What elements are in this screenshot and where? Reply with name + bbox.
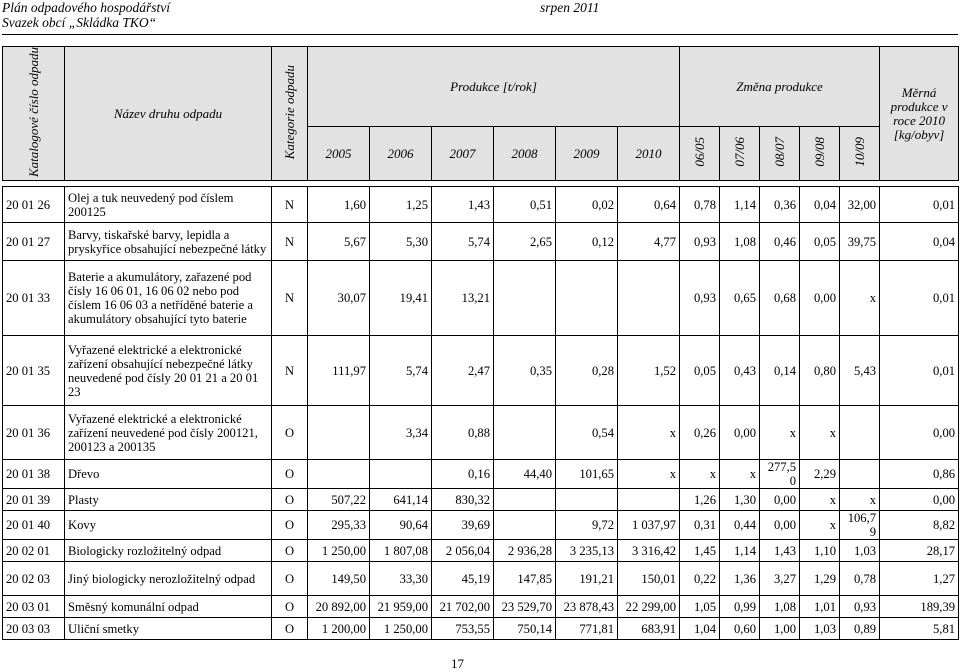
production-cell: 33,30	[370, 562, 432, 596]
production-cell	[556, 489, 618, 511]
category-cell: O	[272, 618, 308, 640]
production-cell: 0,54	[556, 406, 618, 460]
change-cell: x	[720, 460, 760, 489]
change-cell: 5,43	[840, 336, 880, 406]
table-row	[3, 261, 959, 336]
production-cell: 1 037,97	[618, 511, 680, 540]
document-date: srpen 2011	[540, 0, 600, 15]
production-cell: 21 702,00	[432, 596, 494, 618]
page-number: 17	[451, 656, 464, 671]
specific-production-cell: 0,00	[880, 406, 959, 460]
category-cell: O	[272, 460, 308, 489]
waste-name-cell: Vyřazené elektrické a elektronické zařízení obsahující nebezpečné látky neuvedené pod čísly 20 01 21 a 20 01 23	[65, 336, 272, 406]
production-cell: 830,32	[432, 489, 494, 511]
production-cell: 0,16	[432, 460, 494, 489]
change-cell: 0,60	[720, 618, 760, 640]
production-cell: 147,85	[494, 562, 556, 596]
category-cell: N	[272, 336, 308, 406]
production-cell: 1,60	[308, 187, 370, 223]
col-header-period: 10/09	[840, 127, 880, 181]
production-cell	[494, 489, 556, 511]
col-header-year: 2008	[494, 127, 556, 181]
production-cell	[618, 489, 680, 511]
change-cell: x	[840, 489, 880, 511]
specific-production-cell: 0,04	[880, 223, 959, 261]
change-cell: 0,78	[840, 562, 880, 596]
header-rule	[2, 34, 958, 35]
production-cell: 2,65	[494, 223, 556, 261]
production-cell: 683,91	[618, 618, 680, 640]
col-header-year: 2010	[618, 127, 680, 181]
change-cell: 1,14	[720, 187, 760, 223]
change-cell: 106,7 9	[840, 511, 880, 540]
specific-production-cell: 0,86	[880, 460, 959, 489]
col-header-year: 2006	[370, 127, 432, 181]
table-row	[3, 562, 959, 596]
plan-title: Plán odpadového hospodářství	[2, 0, 170, 15]
production-cell: 771,81	[556, 618, 618, 640]
change-cell: 1,14	[720, 540, 760, 562]
production-cell: 13,21	[432, 261, 494, 336]
waste-code-cell: 20 01 40	[3, 511, 65, 540]
waste-name-cell: Baterie a akumulátory, zařazené pod čísly 16 06 01, 16 06 02 nebo pod číslem 16 06 03 a netříděné baterie a akumulátory obsahující tyto baterie	[65, 261, 272, 336]
change-cell: x	[800, 511, 840, 540]
change-cell: 0,78	[680, 187, 720, 223]
change-cell: 39,75	[840, 223, 880, 261]
specific-production-cell: 1,27	[880, 562, 959, 596]
waste-code-cell: 20 01 33	[3, 261, 65, 336]
change-cell: x	[840, 261, 880, 336]
col-header-specific: Měrná produkce v roce 2010 [kg/obyv]	[880, 47, 959, 181]
production-cell: 0,51	[494, 187, 556, 223]
production-cell: 5,74	[432, 223, 494, 261]
production-cell: 750,14	[494, 618, 556, 640]
table-row	[3, 406, 959, 460]
production-cell: 39,69	[432, 511, 494, 540]
production-cell: 3,34	[370, 406, 432, 460]
change-cell: 0,44	[720, 511, 760, 540]
change-cell: 0,46	[760, 223, 800, 261]
change-cell: 0,99	[720, 596, 760, 618]
table-row	[3, 511, 959, 540]
waste-name-cell: Dřevo	[65, 460, 272, 489]
col-header-period: 07/06	[720, 127, 760, 181]
specific-production-cell: 0,01	[880, 261, 959, 336]
production-cell: 0,12	[556, 223, 618, 261]
document-header	[2, 0, 170, 30]
category-cell: O	[272, 489, 308, 511]
production-cell: 1 200,00	[308, 618, 370, 640]
change-cell: 1,36	[720, 562, 760, 596]
production-cell: 20 892,00	[308, 596, 370, 618]
production-cell: 1,52	[618, 336, 680, 406]
waste-code-cell: 20 01 26	[3, 187, 65, 223]
change-cell	[840, 406, 880, 460]
change-cell: x	[760, 406, 800, 460]
production-cell: 5,67	[308, 223, 370, 261]
production-cell: 44,40	[494, 460, 556, 489]
production-cell: 1,43	[432, 187, 494, 223]
table-row	[3, 596, 959, 618]
production-cell: 45,19	[432, 562, 494, 596]
waste-code-cell: 20 03 03	[3, 618, 65, 640]
change-cell: 1,01	[800, 596, 840, 618]
change-cell: 0,00	[720, 406, 760, 460]
col-header-period: 09/08	[800, 127, 840, 181]
change-cell: 1,03	[840, 540, 880, 562]
col-header-year: 2007	[432, 127, 494, 181]
production-cell: 23 529,70	[494, 596, 556, 618]
change-cell: 1,08	[760, 596, 800, 618]
production-cell: 295,33	[308, 511, 370, 540]
production-cell: 2,47	[432, 336, 494, 406]
production-cell: 191,21	[556, 562, 618, 596]
production-cell: 90,64	[370, 511, 432, 540]
table-row	[3, 618, 959, 640]
change-cell: 1,05	[680, 596, 720, 618]
change-cell: 0,05	[680, 336, 720, 406]
category-cell: O	[272, 596, 308, 618]
change-cell: 1,08	[720, 223, 760, 261]
production-cell: 0,02	[556, 187, 618, 223]
specific-production-cell: 0,00	[880, 489, 959, 511]
specific-production-cell: 8,82	[880, 511, 959, 540]
table-row	[3, 187, 959, 223]
production-cell	[494, 511, 556, 540]
change-cell: 1,04	[680, 618, 720, 640]
table-row	[3, 460, 959, 489]
production-cell: 23 878,43	[556, 596, 618, 618]
production-cell	[308, 406, 370, 460]
col-header-name: Název druhu odpadu	[65, 47, 272, 181]
production-cell: 507,22	[308, 489, 370, 511]
change-cell: 0,31	[680, 511, 720, 540]
production-cell	[370, 460, 432, 489]
production-cell	[618, 261, 680, 336]
waste-name-cell: Kovy	[65, 511, 272, 540]
waste-name-cell: Jiný biologicky nerozložitelný odpad	[65, 562, 272, 596]
production-cell: 5,74	[370, 336, 432, 406]
production-cell: 1 250,00	[370, 618, 432, 640]
specific-production-cell: 28,17	[880, 540, 959, 562]
production-cell: 21 959,00	[370, 596, 432, 618]
waste-code-cell: 20 02 03	[3, 562, 65, 596]
change-cell: 0,65	[720, 261, 760, 336]
col-header-period: 08/07	[760, 127, 800, 181]
table-row	[3, 540, 959, 562]
production-cell: 753,55	[432, 618, 494, 640]
change-cell: x	[680, 460, 720, 489]
production-cell: 3 235,13	[556, 540, 618, 562]
change-cell: 0,68	[760, 261, 800, 336]
col-header-period: 06/05	[680, 127, 720, 181]
waste-name-cell: Barvy, tiskařské barvy, lepidla a pryskyřice obsahující nebezpečné látky	[65, 223, 272, 261]
category-cell: O	[272, 406, 308, 460]
production-cell: 22 299,00	[618, 596, 680, 618]
specific-production-cell: 5,81	[880, 618, 959, 640]
production-cell: 3 316,42	[618, 540, 680, 562]
association-name: Svazek obcí „Skládka TKO“	[2, 15, 157, 30]
production-cell: 149,50	[308, 562, 370, 596]
waste-name-cell: Vyřazené elektrické a elektronické zařízení neuvedené pod čísly 200121, 200123 a 200135	[65, 406, 272, 460]
production-cell: 641,14	[370, 489, 432, 511]
change-cell: 1,30	[720, 489, 760, 511]
col-header-category: Kategorie odpadu	[272, 47, 308, 181]
change-cell: 0,89	[840, 618, 880, 640]
production-cell: 1,25	[370, 187, 432, 223]
category-cell: O	[272, 540, 308, 562]
production-cell: x	[618, 406, 680, 460]
change-cell: 0,05	[800, 223, 840, 261]
change-cell: 0,00	[760, 511, 800, 540]
production-cell: 2 936,28	[494, 540, 556, 562]
change-cell: 0,14	[760, 336, 800, 406]
production-cell: 0,88	[432, 406, 494, 460]
change-cell	[840, 460, 880, 489]
col-header-change: Změna produkce	[680, 47, 880, 127]
waste-code-cell: 20 01 27	[3, 223, 65, 261]
production-cell	[308, 460, 370, 489]
category-cell: O	[272, 511, 308, 540]
production-cell: 0,64	[618, 187, 680, 223]
table-row	[3, 223, 959, 261]
production-cell: 9,72	[556, 511, 618, 540]
waste-code-cell: 20 01 38	[3, 460, 65, 489]
col-header-year: 2009	[556, 127, 618, 181]
waste-name-cell: Olej a tuk neuvedený pod číslem 200125	[65, 187, 272, 223]
production-cell: 2 056,04	[432, 540, 494, 562]
production-cell: x	[618, 460, 680, 489]
table-row	[3, 489, 959, 511]
col-header-catalog: Katalogové číslo odpadu	[3, 47, 65, 181]
waste-code-cell: 20 01 39	[3, 489, 65, 511]
specific-production-cell: 189,39	[880, 596, 959, 618]
production-cell	[494, 406, 556, 460]
production-cell: 1 250,00	[308, 540, 370, 562]
waste-code-cell: 20 01 36	[3, 406, 65, 460]
change-cell: 2,29	[800, 460, 840, 489]
production-cell: 0,35	[494, 336, 556, 406]
change-cell: 1,43	[760, 540, 800, 562]
specific-production-cell: 0,01	[880, 336, 959, 406]
production-cell: 30,07	[308, 261, 370, 336]
category-cell: O	[272, 562, 308, 596]
change-cell: 0,93	[680, 261, 720, 336]
waste-code-cell: 20 01 35	[3, 336, 65, 406]
production-cell: 0,28	[556, 336, 618, 406]
col-header-production: Produkce [t/rok]	[308, 47, 680, 127]
production-cell: 1 807,08	[370, 540, 432, 562]
change-cell: 0,93	[680, 223, 720, 261]
specific-production-cell: 0,01	[880, 187, 959, 223]
change-cell: 1,26	[680, 489, 720, 511]
change-cell: 1,29	[800, 562, 840, 596]
change-cell: 0,22	[680, 562, 720, 596]
waste-production-table	[2, 46, 959, 640]
change-cell: 3,27	[760, 562, 800, 596]
change-cell: 0,80	[800, 336, 840, 406]
change-cell: 1,00	[760, 618, 800, 640]
change-cell: x	[800, 489, 840, 511]
production-cell: 4,77	[618, 223, 680, 261]
waste-code-cell: 20 02 01	[3, 540, 65, 562]
change-cell: 0,43	[720, 336, 760, 406]
change-cell: 277,5 0	[760, 460, 800, 489]
production-cell: 5,30	[370, 223, 432, 261]
production-cell: 19,41	[370, 261, 432, 336]
change-cell: 0,26	[680, 406, 720, 460]
change-cell: 0,36	[760, 187, 800, 223]
production-cell: 111,97	[308, 336, 370, 406]
waste-name-cell: Biologicky rozložitelný odpad	[65, 540, 272, 562]
category-cell: N	[272, 223, 308, 261]
col-header-year: 2005	[308, 127, 370, 181]
change-cell: 0,93	[840, 596, 880, 618]
change-cell: 0,04	[800, 187, 840, 223]
change-cell: 1,45	[680, 540, 720, 562]
category-cell: N	[272, 187, 308, 223]
change-cell: x	[800, 406, 840, 460]
waste-name-cell: Uliční smetky	[65, 618, 272, 640]
change-cell: 0,00	[800, 261, 840, 336]
waste-name-cell: Plasty	[65, 489, 272, 511]
waste-name-cell: Směsný komunální odpad	[65, 596, 272, 618]
category-cell: N	[272, 261, 308, 336]
change-cell: 1,10	[800, 540, 840, 562]
production-cell: 150,01	[618, 562, 680, 596]
production-cell: 101,65	[556, 460, 618, 489]
production-cell	[556, 261, 618, 336]
change-cell: 1,03	[800, 618, 840, 640]
production-cell	[494, 261, 556, 336]
waste-code-cell: 20 03 01	[3, 596, 65, 618]
change-cell: 0,00	[760, 489, 800, 511]
table-row	[3, 336, 959, 406]
change-cell: 32,00	[840, 187, 880, 223]
